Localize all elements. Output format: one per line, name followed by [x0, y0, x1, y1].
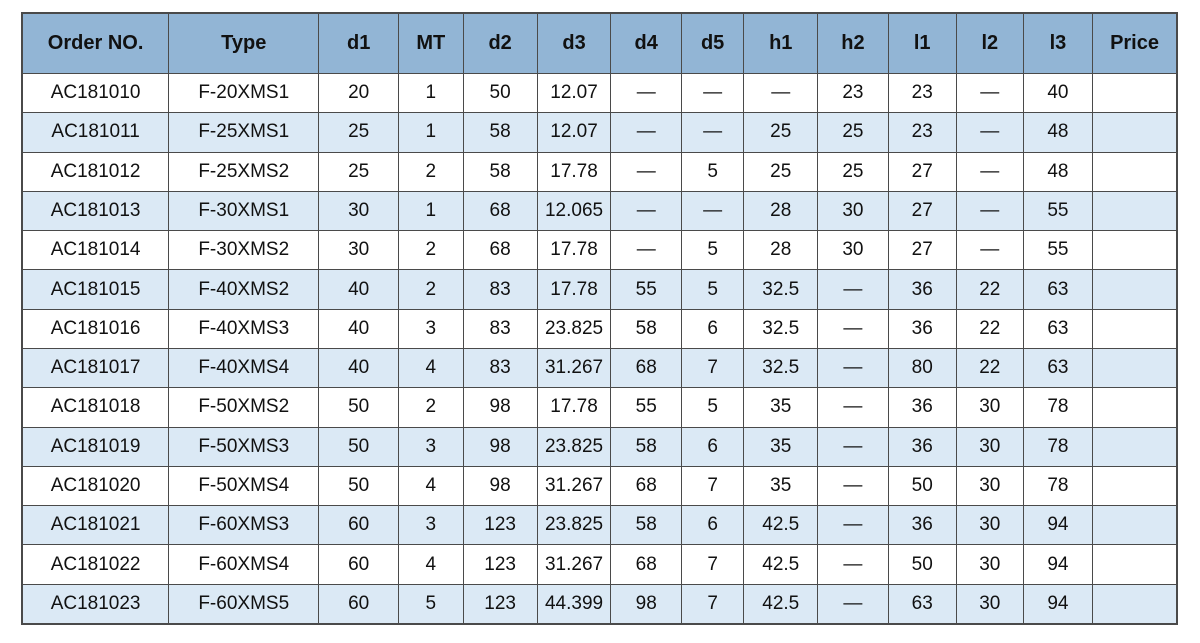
cell-l3: 78: [1023, 427, 1092, 466]
cell-d4: —: [611, 191, 681, 230]
cell-mt: 3: [399, 506, 464, 545]
cell-d1: 60: [319, 506, 399, 545]
table-row: [22, 506, 1177, 545]
cell-h1: 35: [744, 388, 818, 427]
cell-d5: 5: [681, 231, 743, 270]
cell-d3: 17.78: [537, 152, 611, 191]
cell-order-no: AC181016: [22, 309, 169, 348]
cell-d2: 123: [463, 506, 537, 545]
cell-d4: —: [611, 231, 681, 270]
table-row: [22, 584, 1177, 624]
cell-l2: 30: [956, 388, 1023, 427]
cell-mt: 2: [399, 231, 464, 270]
cell-h2: 30: [818, 191, 888, 230]
cell-l3: 48: [1023, 152, 1092, 191]
column-header-l1: l1: [888, 13, 956, 74]
cell-mt: 1: [399, 191, 464, 230]
cell-mt: 3: [399, 427, 464, 466]
cell-d3: 12.065: [537, 191, 611, 230]
cell-type: F-40XMS2: [169, 270, 319, 309]
cell-d1: 60: [319, 545, 399, 584]
cell-l1: 36: [888, 427, 956, 466]
cell-d1: 30: [319, 191, 399, 230]
cell-price: [1093, 388, 1177, 427]
cell-h2: —: [818, 545, 888, 584]
cell-d5: 7: [681, 584, 743, 624]
cell-h1: 32.5: [744, 348, 818, 387]
column-header-d2: d2: [463, 13, 537, 74]
cell-l1: 50: [888, 545, 956, 584]
cell-d3: 12.07: [537, 113, 611, 152]
cell-h2: —: [818, 584, 888, 624]
cell-mt: 4: [399, 545, 464, 584]
cell-l2: 22: [956, 309, 1023, 348]
cell-d5: 7: [681, 466, 743, 505]
table-row: [22, 348, 1177, 387]
cell-h1: 28: [744, 231, 818, 270]
cell-d4: —: [611, 152, 681, 191]
cell-type: F-60XMS4: [169, 545, 319, 584]
column-header-type: Type: [169, 13, 319, 74]
table-row: [22, 191, 1177, 230]
cell-l3: 94: [1023, 584, 1092, 624]
cell-order-no: AC181014: [22, 231, 169, 270]
cell-l1: 23: [888, 113, 956, 152]
cell-h2: —: [818, 388, 888, 427]
cell-price: [1093, 309, 1177, 348]
cell-h2: —: [818, 427, 888, 466]
cell-d2: 98: [463, 388, 537, 427]
table-row: [22, 152, 1177, 191]
cell-d3: 23.825: [537, 309, 611, 348]
cell-order-no: AC181010: [22, 74, 169, 113]
cell-type: F-50XMS4: [169, 466, 319, 505]
cell-mt: 4: [399, 348, 464, 387]
cell-price: [1093, 231, 1177, 270]
cell-type: F-50XMS3: [169, 427, 319, 466]
cell-price: [1093, 191, 1177, 230]
cell-type: F-25XMS2: [169, 152, 319, 191]
cell-type: F-60XMS3: [169, 506, 319, 545]
table-row: [22, 309, 1177, 348]
cell-d1: 20: [319, 74, 399, 113]
table-row: [22, 388, 1177, 427]
cell-d3: 17.78: [537, 231, 611, 270]
product-spec-table-container: [21, 12, 1178, 625]
table-body: [22, 74, 1177, 625]
cell-d4: 98: [611, 584, 681, 624]
cell-d3: 12.07: [537, 74, 611, 113]
cell-d4: 58: [611, 309, 681, 348]
cell-d4: 68: [611, 545, 681, 584]
cell-d4: 58: [611, 427, 681, 466]
cell-l2: —: [956, 152, 1023, 191]
cell-d3: 23.825: [537, 427, 611, 466]
cell-l1: 63: [888, 584, 956, 624]
cell-d1: 40: [319, 270, 399, 309]
cell-price: [1093, 545, 1177, 584]
cell-mt: 1: [399, 113, 464, 152]
column-header-h1: h1: [744, 13, 818, 74]
cell-d1: 50: [319, 388, 399, 427]
product-spec-table: [21, 12, 1178, 625]
cell-d3: 44.399: [537, 584, 611, 624]
cell-d2: 68: [463, 231, 537, 270]
cell-type: F-40XMS4: [169, 348, 319, 387]
cell-h2: 30: [818, 231, 888, 270]
cell-d2: 123: [463, 545, 537, 584]
cell-order-no: AC181021: [22, 506, 169, 545]
cell-d5: 7: [681, 545, 743, 584]
cell-l3: 78: [1023, 466, 1092, 505]
cell-d5: 6: [681, 427, 743, 466]
cell-order-no: AC181015: [22, 270, 169, 309]
cell-mt: 4: [399, 466, 464, 505]
cell-mt: 3: [399, 309, 464, 348]
column-header-d5: d5: [681, 13, 743, 74]
cell-d1: 40: [319, 309, 399, 348]
column-header-price: Price: [1093, 13, 1177, 74]
cell-h1: 32.5: [744, 270, 818, 309]
cell-d2: 58: [463, 113, 537, 152]
cell-l1: 27: [888, 231, 956, 270]
cell-d2: 98: [463, 466, 537, 505]
column-header-d4: d4: [611, 13, 681, 74]
cell-type: F-50XMS2: [169, 388, 319, 427]
cell-d5: —: [681, 74, 743, 113]
cell-d1: 30: [319, 231, 399, 270]
cell-type: F-25XMS1: [169, 113, 319, 152]
cell-d2: 83: [463, 270, 537, 309]
cell-h1: 42.5: [744, 584, 818, 624]
cell-d1: 25: [319, 152, 399, 191]
cell-l1: 36: [888, 506, 956, 545]
cell-order-no: AC181020: [22, 466, 169, 505]
cell-type: F-40XMS3: [169, 309, 319, 348]
cell-d5: 6: [681, 506, 743, 545]
cell-d5: 5: [681, 270, 743, 309]
column-header-mt: MT: [399, 13, 464, 74]
cell-h2: —: [818, 309, 888, 348]
cell-h2: 25: [818, 152, 888, 191]
cell-l2: —: [956, 191, 1023, 230]
cell-l1: 50: [888, 466, 956, 505]
column-header-l3: l3: [1023, 13, 1092, 74]
cell-d2: 50: [463, 74, 537, 113]
cell-order-no: AC181018: [22, 388, 169, 427]
cell-d5: —: [681, 191, 743, 230]
cell-l2: 22: [956, 270, 1023, 309]
cell-l2: —: [956, 74, 1023, 113]
cell-l2: 30: [956, 545, 1023, 584]
table-row: [22, 74, 1177, 113]
cell-h2: —: [818, 270, 888, 309]
cell-h1: 35: [744, 427, 818, 466]
cell-l2: —: [956, 113, 1023, 152]
cell-d4: 55: [611, 270, 681, 309]
table-row: [22, 270, 1177, 309]
cell-l3: 48: [1023, 113, 1092, 152]
cell-price: [1093, 270, 1177, 309]
cell-l3: 78: [1023, 388, 1092, 427]
cell-h1: 25: [744, 113, 818, 152]
cell-mt: 2: [399, 270, 464, 309]
table-row: [22, 545, 1177, 584]
cell-d5: —: [681, 113, 743, 152]
table-header: [22, 13, 1177, 74]
cell-l2: 30: [956, 506, 1023, 545]
cell-order-no: AC181022: [22, 545, 169, 584]
cell-d3: 23.825: [537, 506, 611, 545]
cell-h1: —: [744, 74, 818, 113]
cell-l3: 63: [1023, 270, 1092, 309]
cell-d5: 5: [681, 152, 743, 191]
cell-d5: 5: [681, 388, 743, 427]
cell-h1: 42.5: [744, 506, 818, 545]
cell-l1: 36: [888, 270, 956, 309]
cell-d1: 25: [319, 113, 399, 152]
cell-l2: 30: [956, 466, 1023, 505]
cell-l3: 55: [1023, 231, 1092, 270]
cell-price: [1093, 113, 1177, 152]
cell-h1: 32.5: [744, 309, 818, 348]
cell-l1: 36: [888, 388, 956, 427]
column-header-d1: d1: [319, 13, 399, 74]
cell-d3: 31.267: [537, 545, 611, 584]
cell-type: F-30XMS1: [169, 191, 319, 230]
cell-h1: 35: [744, 466, 818, 505]
cell-l1: 23: [888, 74, 956, 113]
cell-h2: —: [818, 506, 888, 545]
cell-price: [1093, 584, 1177, 624]
cell-l3: 63: [1023, 348, 1092, 387]
cell-h1: 25: [744, 152, 818, 191]
cell-l2: 30: [956, 584, 1023, 624]
cell-price: [1093, 348, 1177, 387]
cell-type: F-60XMS5: [169, 584, 319, 624]
cell-price: [1093, 152, 1177, 191]
cell-price: [1093, 506, 1177, 545]
cell-order-no: AC181013: [22, 191, 169, 230]
cell-l3: 63: [1023, 309, 1092, 348]
cell-l1: 36: [888, 309, 956, 348]
cell-l3: 55: [1023, 191, 1092, 230]
cell-l1: 27: [888, 152, 956, 191]
cell-d4: 68: [611, 466, 681, 505]
cell-l3: 94: [1023, 545, 1092, 584]
cell-order-no: AC181017: [22, 348, 169, 387]
cell-d1: 60: [319, 584, 399, 624]
cell-l2: —: [956, 231, 1023, 270]
table-row: [22, 466, 1177, 505]
cell-d5: 7: [681, 348, 743, 387]
cell-h2: 25: [818, 113, 888, 152]
cell-d2: 83: [463, 348, 537, 387]
cell-d4: —: [611, 74, 681, 113]
cell-h2: —: [818, 466, 888, 505]
cell-d4: 58: [611, 506, 681, 545]
cell-h1: 28: [744, 191, 818, 230]
cell-d5: 6: [681, 309, 743, 348]
cell-type: F-30XMS2: [169, 231, 319, 270]
cell-order-no: AC181023: [22, 584, 169, 624]
cell-d2: 68: [463, 191, 537, 230]
cell-l3: 40: [1023, 74, 1092, 113]
cell-h2: —: [818, 348, 888, 387]
cell-d3: 17.78: [537, 388, 611, 427]
cell-d1: 50: [319, 466, 399, 505]
cell-d2: 83: [463, 309, 537, 348]
cell-l2: 30: [956, 427, 1023, 466]
cell-order-no: AC181011: [22, 113, 169, 152]
column-header-order-no: Order NO.: [22, 13, 169, 74]
header-row: [22, 13, 1177, 74]
cell-d3: 31.267: [537, 466, 611, 505]
cell-d3: 31.267: [537, 348, 611, 387]
cell-mt: 1: [399, 74, 464, 113]
cell-d2: 58: [463, 152, 537, 191]
cell-mt: 5: [399, 584, 464, 624]
cell-l2: 22: [956, 348, 1023, 387]
cell-price: [1093, 74, 1177, 113]
cell-d4: 68: [611, 348, 681, 387]
cell-h2: 23: [818, 74, 888, 113]
cell-price: [1093, 466, 1177, 505]
cell-price: [1093, 427, 1177, 466]
cell-l1: 27: [888, 191, 956, 230]
cell-h1: 42.5: [744, 545, 818, 584]
cell-d1: 40: [319, 348, 399, 387]
cell-mt: 2: [399, 152, 464, 191]
cell-d2: 98: [463, 427, 537, 466]
cell-d4: 55: [611, 388, 681, 427]
cell-mt: 2: [399, 388, 464, 427]
cell-d2: 123: [463, 584, 537, 624]
column-header-h2: h2: [818, 13, 888, 74]
column-header-l2: l2: [956, 13, 1023, 74]
table-row: [22, 231, 1177, 270]
cell-order-no: AC181019: [22, 427, 169, 466]
table-row: [22, 427, 1177, 466]
cell-type: F-20XMS1: [169, 74, 319, 113]
cell-d1: 50: [319, 427, 399, 466]
cell-order-no: AC181012: [22, 152, 169, 191]
column-header-d3: d3: [537, 13, 611, 74]
cell-l3: 94: [1023, 506, 1092, 545]
cell-d3: 17.78: [537, 270, 611, 309]
cell-l1: 80: [888, 348, 956, 387]
cell-d4: —: [611, 113, 681, 152]
table-row: [22, 113, 1177, 152]
